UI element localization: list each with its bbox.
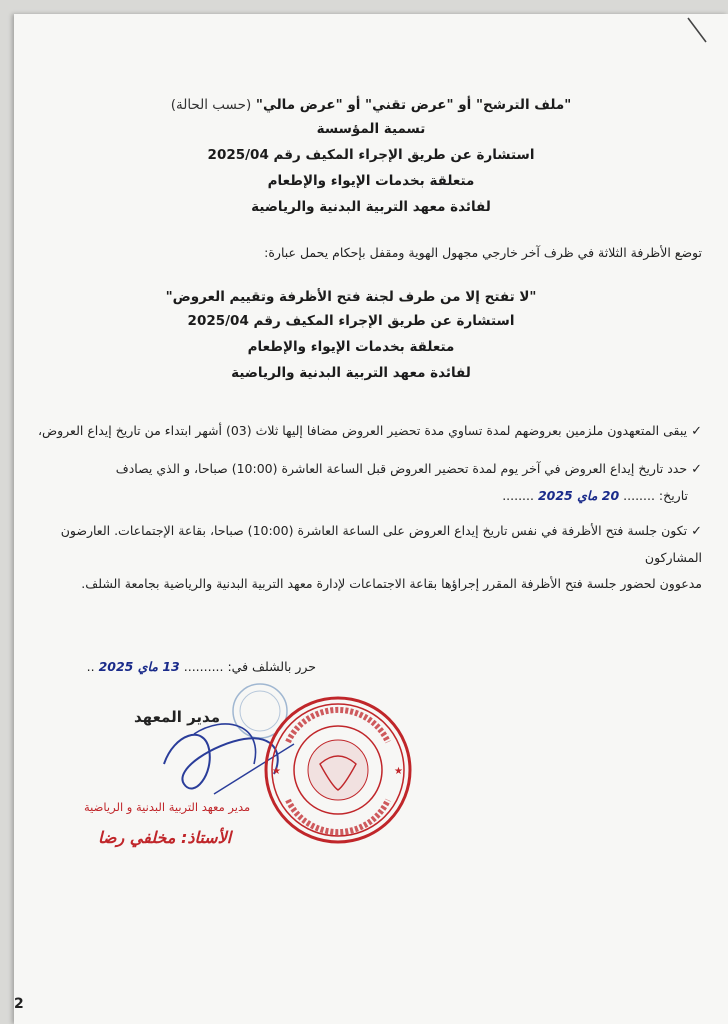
header-line-1-main: "ملف الترشح" أو "عرض تقني" أو "عرض مالي" xyxy=(255,97,572,113)
place-date-value: 13 ماي 2025 xyxy=(98,659,180,674)
envelope-line-2: استشارة عن طريق الإجراء المكيف رقم 2025/04 xyxy=(187,313,515,329)
envelope-line-4: لفائدة معهد التربية البدنية والرياضية xyxy=(231,365,471,381)
deposit-date-value: 20 ماي 2025 xyxy=(537,488,620,503)
header-line-1 xyxy=(14,94,728,116)
condition-item-3-line-2: مدعوون لحضور جلسة فتح الأظرفة المقرر إجراؤها بقاعة الاجتماعات لإدارة معهد التربية البدنية والرياضية بجامعة الشلف. xyxy=(81,576,702,591)
condition-item-2-line-2 xyxy=(22,483,702,509)
condition-item-2 xyxy=(22,456,702,509)
checkmark-icon: ✓ xyxy=(691,424,702,439)
condition-item-2-text: حدد تاريخ إيداع العروض في آخر يوم لمدة تحضير العروض قبل الساعة العاشرة (10:00) صباحا، و الذي يصادف xyxy=(115,461,688,476)
condition-item-3 xyxy=(22,518,702,597)
condition-item-1 xyxy=(22,418,702,445)
subject-line: متعلقة بخدمات الإيواء والإطعام xyxy=(267,173,475,189)
signature-name-line: الأستاذ: مخلفي رضا xyxy=(98,828,232,847)
document-page xyxy=(14,14,728,1024)
condition-item-1-text: يبقى المتعهدون ملزمين بعروضهم لمدة تساوي مدة تحضير العروض مضافا إليها ثلاث (03) أشهر ابتداء من تاريخ إيداع العروض، xyxy=(37,423,688,438)
header-block xyxy=(14,94,728,220)
checkmark-icon: ✓ xyxy=(691,524,702,539)
pen-mark-icon xyxy=(684,16,714,46)
signature-org-line: مدير معهد التربية البدنية و الرياضية xyxy=(84,800,251,814)
envelope-line-3: متعلقة بخدمات الإيواء والإطعام xyxy=(247,339,455,355)
deposit-date-tail: ........ xyxy=(502,488,534,503)
header-line-1-note: (حسب الحالة) xyxy=(170,97,252,113)
condition-item-2-line-1 xyxy=(22,456,702,483)
place-date-line xyxy=(16,654,316,680)
official-seal-icon xyxy=(258,690,418,850)
deposit-date-label: تاريخ: ........ xyxy=(623,488,688,503)
consultation-number-line: استشارة عن طريق الإجراء المكيف رقم 2025/04 xyxy=(207,147,535,163)
institution-name-line: تسمية المؤسسة xyxy=(316,121,426,137)
page-number: 2 xyxy=(14,996,24,1012)
director-title: مدير المعهد xyxy=(134,708,221,726)
envelope-block xyxy=(14,286,688,386)
place-label: حرر بالشلف في: .......... xyxy=(183,659,316,674)
beneficiary-line: لفائدة معهد التربية البدنية والرياضية xyxy=(251,199,491,215)
envelope-line-1: "لا تفتح إلا من طرف لجنة فتح الأظرفة وتقييم العروض" xyxy=(165,289,537,305)
checkmark-icon: ✓ xyxy=(691,462,702,477)
place-date-tail: .. xyxy=(86,659,95,674)
svg-text:★: ★ xyxy=(394,766,403,777)
svg-text:★: ★ xyxy=(272,766,281,777)
intro-paragraph: توضع الأظرفة الثلاثة في ظرف آخر خارجي مجهول الهوية ومقفل بإحكام يحمل عبارة: xyxy=(264,245,702,260)
condition-item-3-line-1 xyxy=(22,518,702,571)
condition-item-3-text-1: تكون جلسة فتح الأظرفة في نفس تاريخ إيداع العروض على الساعة العاشرة (10:00) صباحا، بقاعة الإجتماعات. العارضون المشاركون xyxy=(60,523,702,565)
